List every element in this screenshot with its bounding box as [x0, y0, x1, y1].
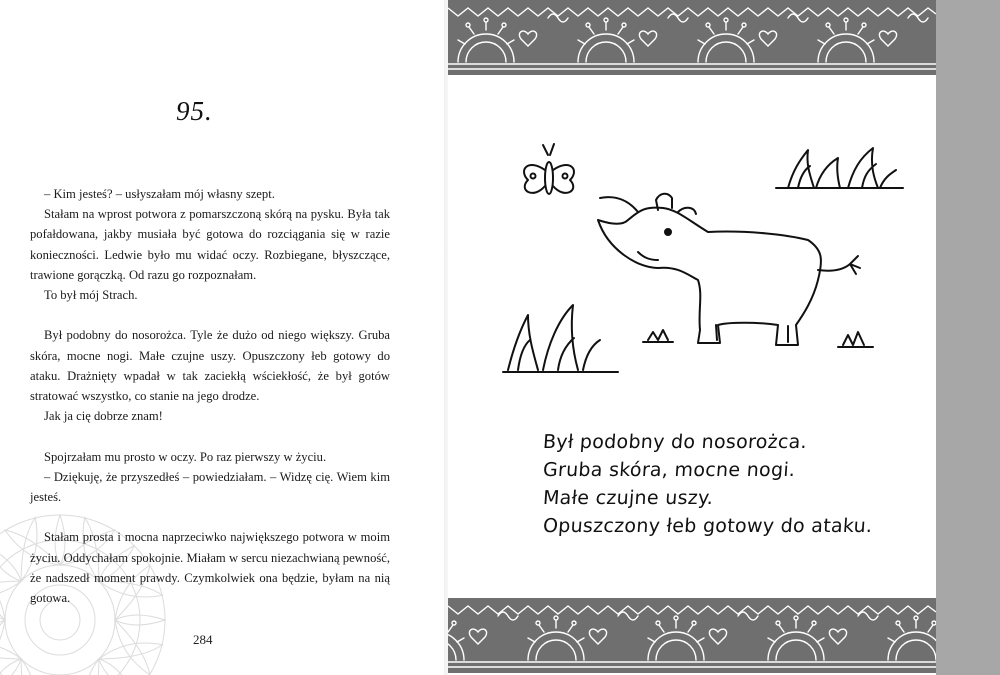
paragraph: Był podobny do nosorożca. Tyle że dużo od niego większy. Gruba skóra, mocne nogi. Małe czujne uszy. Opuszczony łeb gotowy do ataku. Drażnięty wpadał w tak zaciekłą wściekłość, że był gotów stratować wszystko, co stanie na jego drodze.	[30, 328, 390, 404]
sun-heart-pattern	[448, 598, 936, 673]
handwritten-line: Małe czujne uszy.	[542, 487, 715, 509]
rhinoceros-illustration	[488, 140, 908, 390]
handwritten-line: Opuszczony łeb gotowy do ataku.	[542, 515, 874, 537]
page-number: 284	[193, 632, 213, 647]
paragraph: Stałam prosta i mocna naprzeciwko największego potwora w moim życiu. Oddychałam spokojnie. Miałam w sercu niezachwianą pewność, że nadszedł moment prawdy. Czymkolwiek ona będzie, byłam na nią gotowa.	[30, 530, 390, 606]
chapter-number: 95.	[176, 96, 213, 126]
paragraph: Jak ja cię dobrze znam!	[44, 409, 163, 424]
rhino-drawing	[598, 194, 860, 345]
handwritten-line: Był podobny do nosorożca.	[542, 431, 808, 453]
decorative-band-bottom	[448, 598, 936, 673]
handwritten-caption	[543, 428, 903, 540]
paragraph: – Dziękuję, że przyszedłeś – powiedziałam. – Widzę cię. Wiem kim jesteś.	[30, 469, 390, 505]
sun-heart-pattern	[448, 0, 936, 75]
right-page	[448, 0, 936, 675]
paragraph: Spojrzałam mu prosto w oczy. Po raz pierwszy w życiu.	[44, 449, 327, 464]
paragraph: Stałam na wprost potwora z pomarszczoną skórą na pysku. Była tak pofałdowana, jakby musiała być gotowa do rozciągania się w razie konieczności. Ledwie było mu widać oczy. Rozbiegane, błyszczące, trawione gorączką. Od razu go rozpoznałam.	[30, 207, 390, 282]
paragraph: To był mój Strach.	[44, 288, 138, 303]
butterfly-icon	[524, 144, 574, 194]
background-strip	[936, 0, 1000, 675]
left-page	[0, 0, 448, 675]
handwritten-line: Gruba skóra, mocne nogi.	[542, 459, 797, 481]
grass-icon	[503, 305, 873, 372]
grass-icon	[776, 148, 903, 188]
paragraph: – Kim jesteś? – usłyszałam mój własny szept.	[44, 187, 275, 201]
decorative-band-top	[448, 0, 936, 75]
chapter-body	[30, 184, 390, 608]
